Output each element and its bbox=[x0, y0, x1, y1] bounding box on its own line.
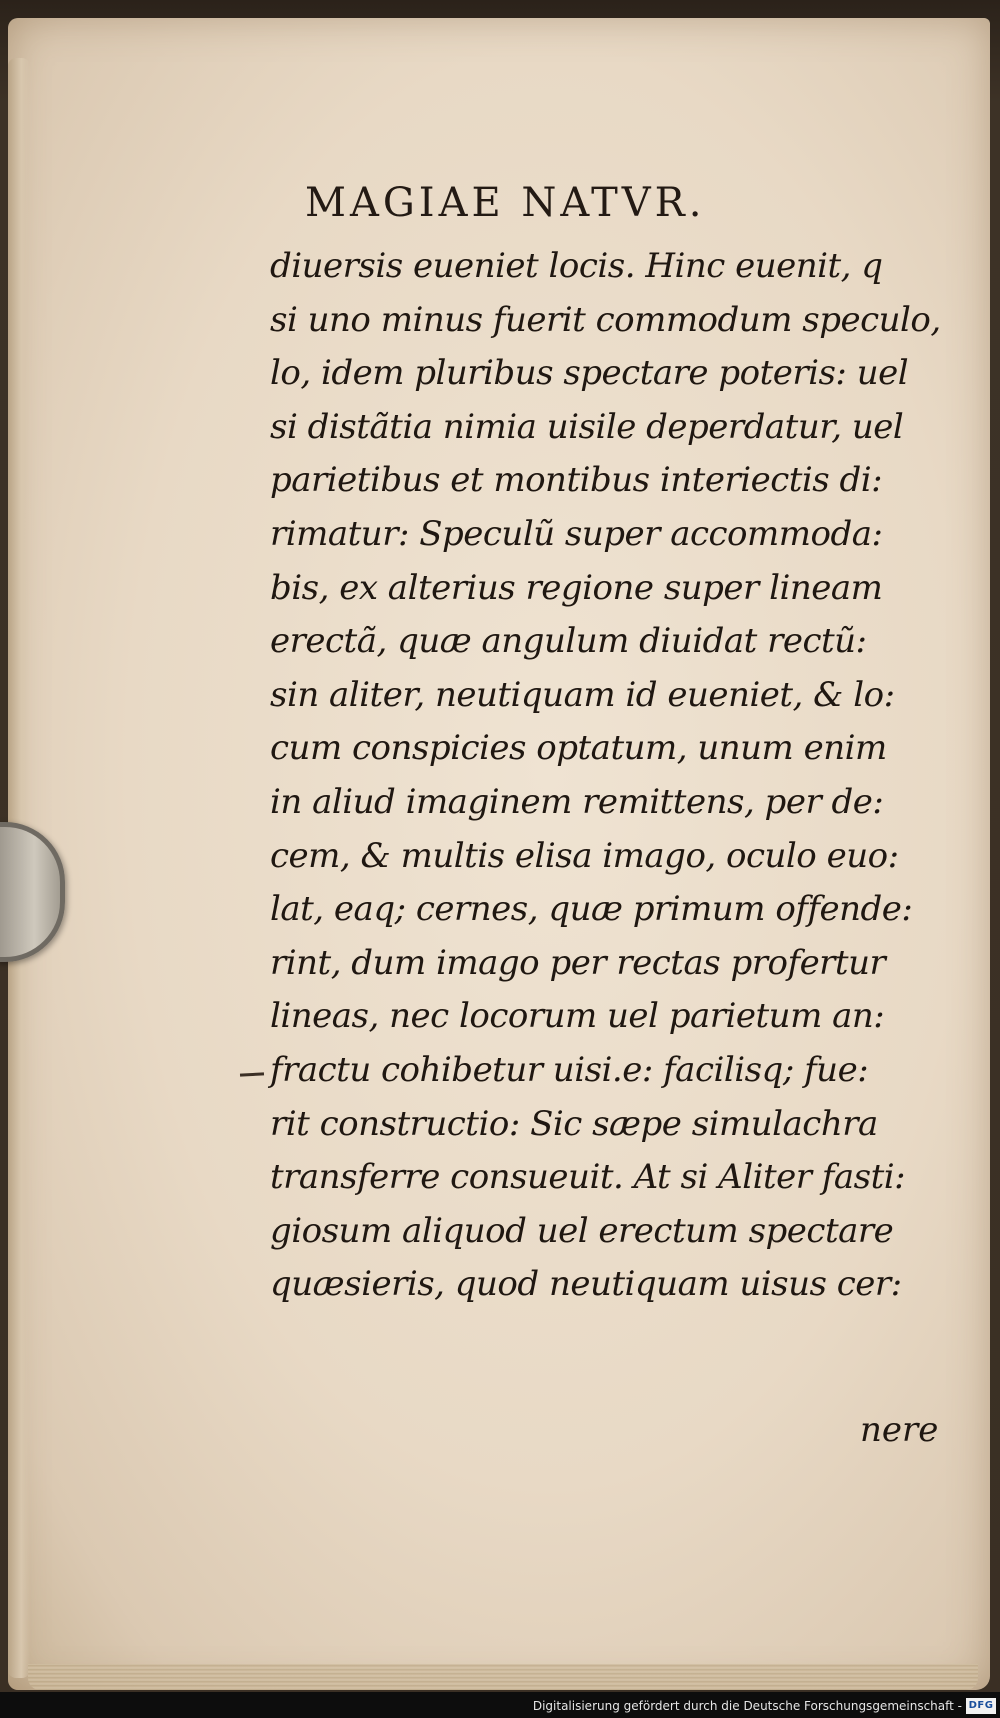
footer-credit: Digitalisierung gefördert durch die Deutsche Forschungsgemeinschaft - bbox=[532, 1699, 962, 1713]
page-edge-bottom bbox=[28, 1664, 978, 1690]
catchword: nere bbox=[860, 1410, 939, 1450]
text-line: giosum aliquod uel erectum spectare bbox=[270, 1210, 894, 1251]
text-line: si distãtia nimia uisile deperdatur, uel bbox=[270, 406, 904, 447]
text-line: rint, dum imago per rectas profertur bbox=[270, 942, 886, 983]
text-line: quæsieris, quod neutiquam uisus cer: bbox=[270, 1264, 902, 1305]
text-line: erectã, quæ angulum diuidat rectũ: bbox=[270, 621, 867, 662]
digitization-footer bbox=[0, 1692, 1000, 1718]
text-line: transferre consueuit. At si Aliter fasti: bbox=[270, 1157, 906, 1198]
text-line: cum conspicies optatum, unum enim bbox=[270, 728, 887, 769]
text-line: sin aliter, neutiquam id eueniet, & lo: bbox=[270, 674, 895, 715]
text-line: si uno minus fuerit commodum speculo, bbox=[270, 299, 941, 340]
text-line: parietibus et montibus interiectis di: bbox=[270, 460, 883, 501]
text-line: rit constructio: Sic sæpe simulachra bbox=[270, 1103, 878, 1144]
running-head: MAGIAE NATVR. bbox=[305, 180, 706, 226]
text-line: cem, & multis elisa imago, oculo euo: bbox=[270, 835, 899, 876]
text-line: lineas, nec locorum uel parietum an: bbox=[270, 996, 885, 1037]
text-line: lat, eaq; cernes, quæ primum offende: bbox=[270, 889, 913, 930]
text-line: fractu cohibetur uisi.e: facilisq; fue: bbox=[270, 1049, 869, 1090]
text-line: in aliud imaginem remittens, per de: bbox=[270, 781, 884, 822]
text-line: bis, ex alterius regione super lineam bbox=[270, 567, 883, 608]
dfg-logo[interactable]: DFG bbox=[966, 1698, 996, 1714]
text-block bbox=[270, 240, 941, 1312]
text-line: diuersis eueniet locis. Hinc euenit, q bbox=[270, 246, 883, 286]
text-line: rimatur: Speculũ super accommoda: bbox=[270, 513, 883, 554]
text-line: lo, idem pluribus spectare poteris: uel bbox=[270, 353, 909, 394]
